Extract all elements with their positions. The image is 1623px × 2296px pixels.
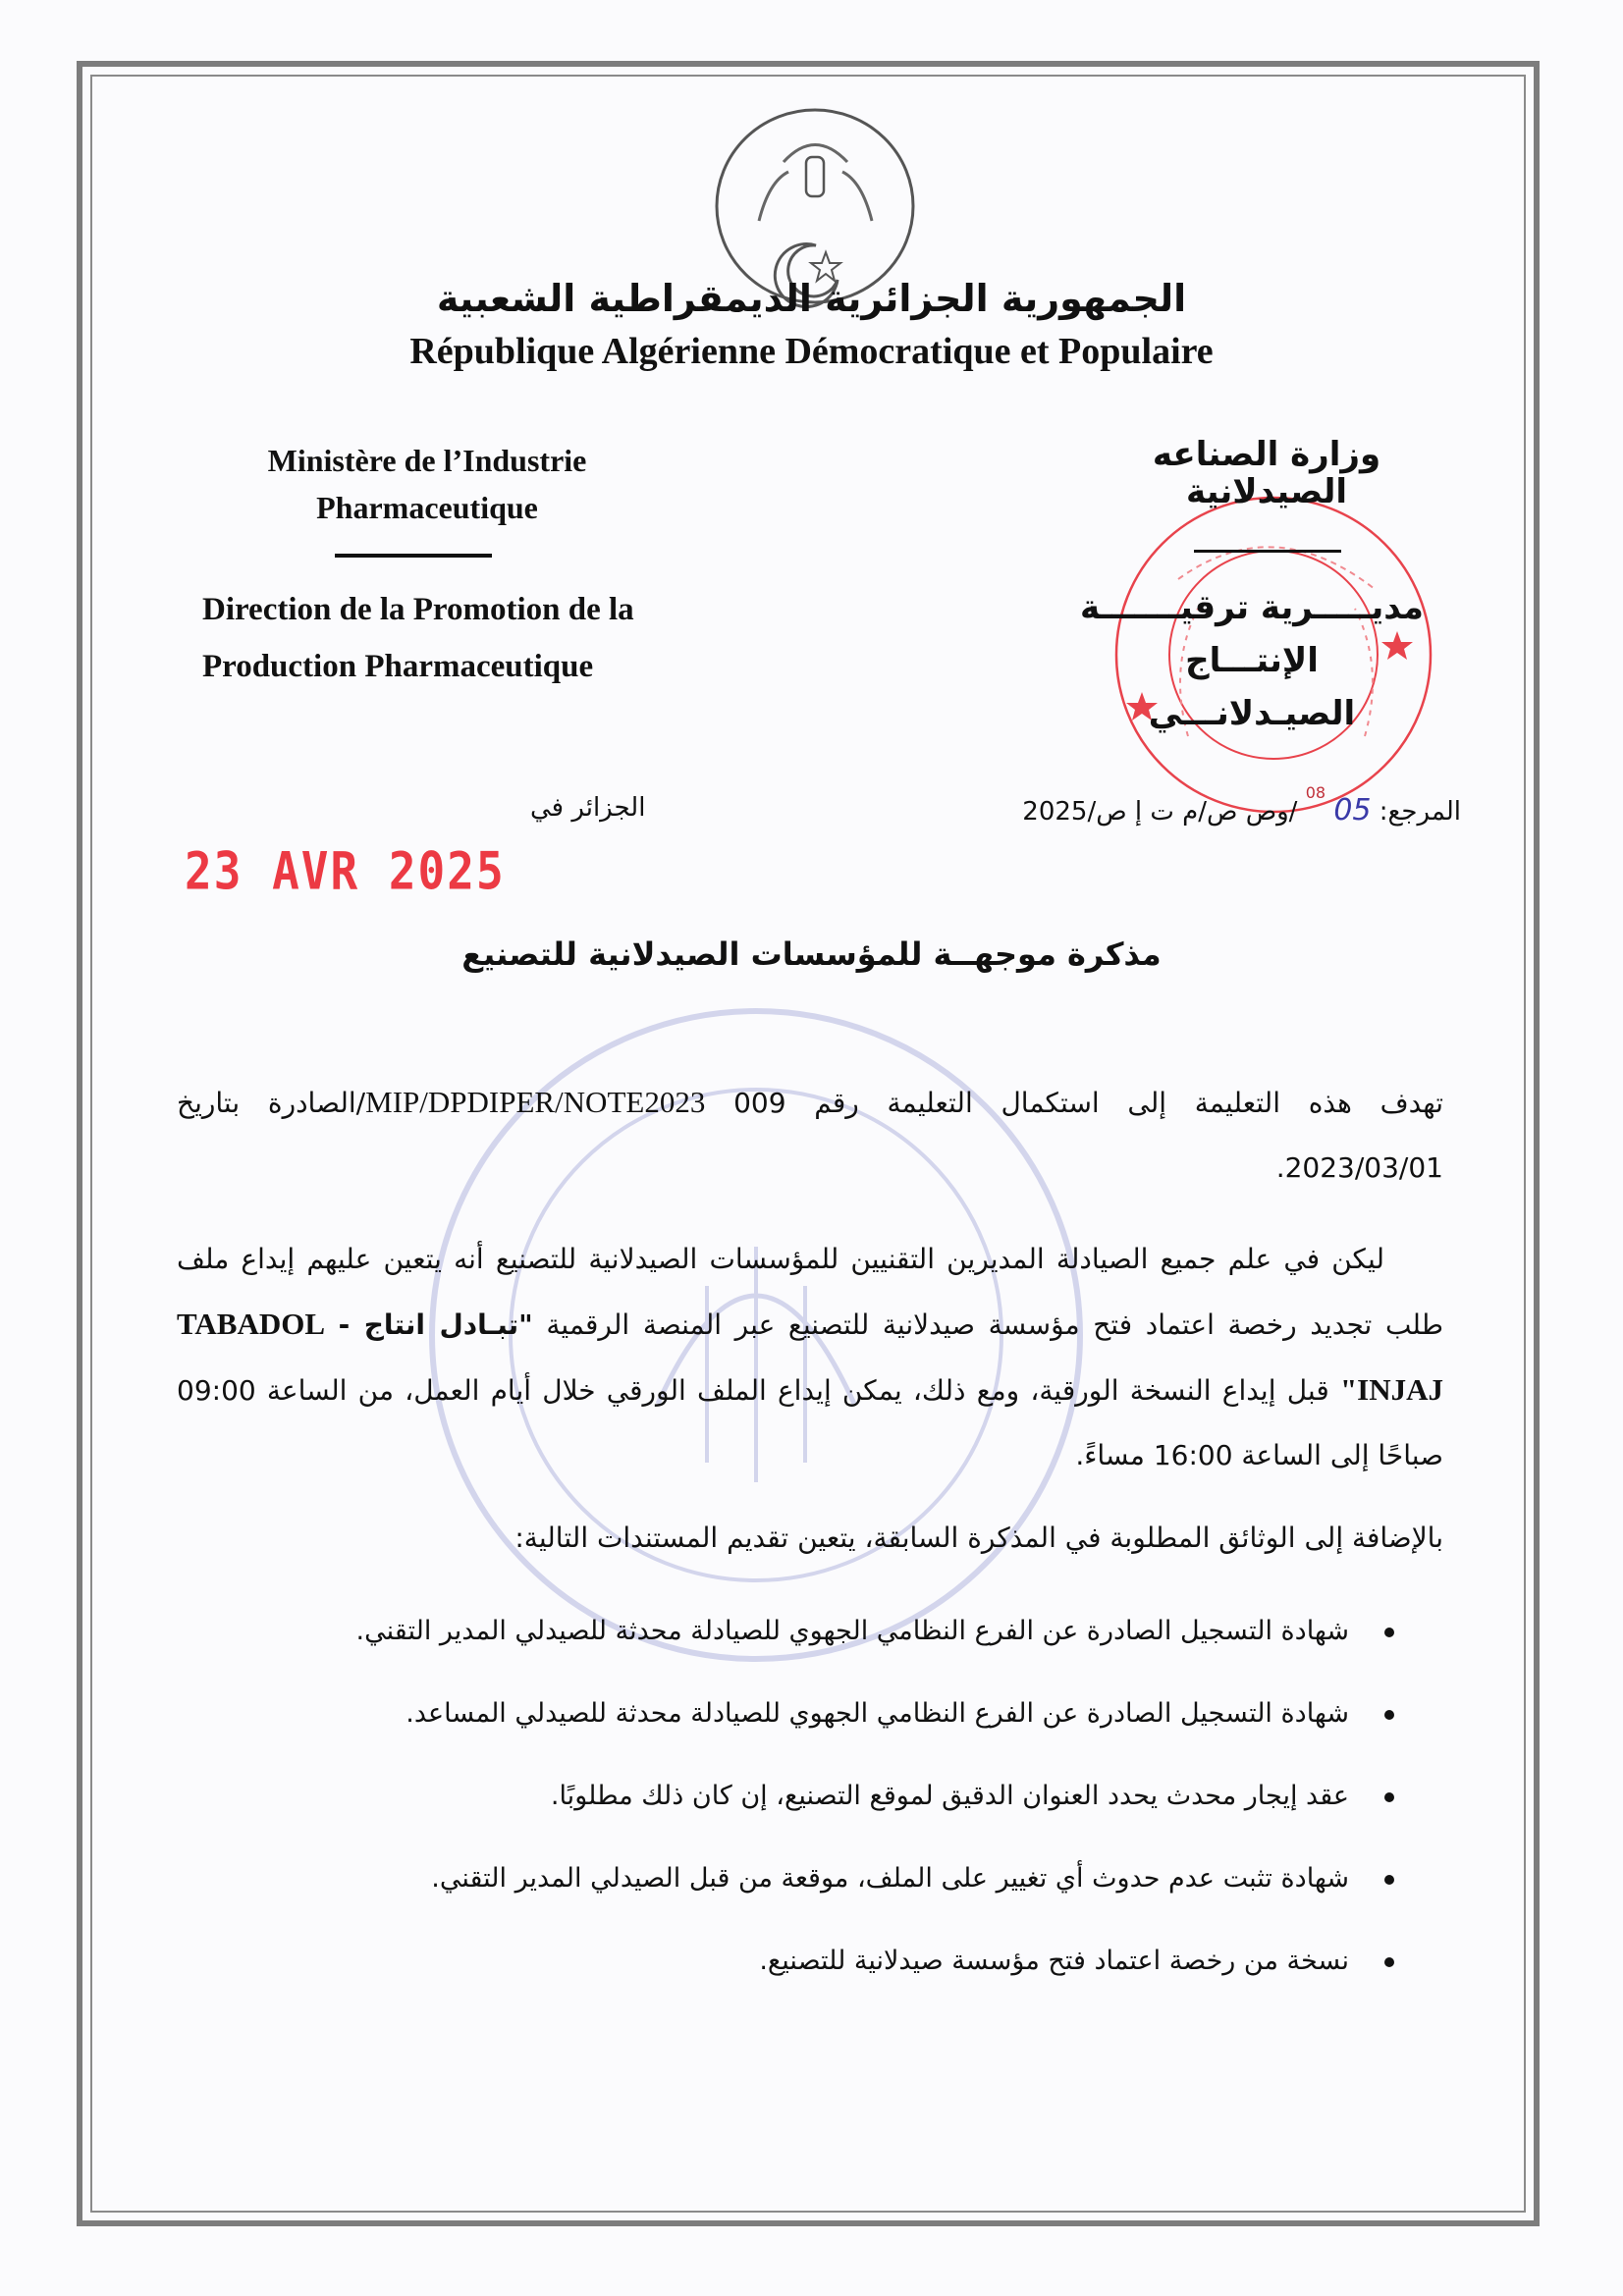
document-text: شهادة التسجيل الصادرة عن الفرع النظامي الجهوي للصيادلة محدثة للصيدلي المدير التقني. xyxy=(355,1616,1349,1646)
document-text: شهادة تثبت عدم حدوث أي تغيير على الملف، موقعة من قبل الصيدلي المدير التقني. xyxy=(431,1863,1349,1894)
bullet-icon xyxy=(1384,1875,1394,1885)
ministry-name-french xyxy=(196,437,658,531)
required-documents-list xyxy=(177,1602,1394,2014)
reference-number-handwritten: 05 xyxy=(1333,793,1372,828)
paragraph-purpose xyxy=(177,1070,1443,1201)
instruction-code: MIP/DPDIPER/NOTE2023 xyxy=(365,1085,706,1119)
direction-name-arabic xyxy=(1080,581,1424,740)
memo-title: مذكرة موجهــة للمؤسسات الصيدلانية للتصنيع xyxy=(461,935,1162,973)
place-label: الجزائر في xyxy=(530,793,646,823)
ministry-ar-line2: الصيدلانية xyxy=(1185,472,1348,511)
paragraph-notice xyxy=(177,1227,1443,1488)
list-item xyxy=(177,1684,1394,1767)
bullet-icon xyxy=(1384,1957,1394,1967)
reference-annotation: 08 xyxy=(1305,783,1326,802)
direction-ar-line2: الإنتـــاج الصيـدلانـــي xyxy=(1148,641,1356,733)
platform-name-latin: TABADOL INJAJ" xyxy=(177,1307,1443,1407)
bullet-icon xyxy=(1384,1628,1394,1637)
direction-fr-line1: Direction de la Promotion de la xyxy=(202,592,634,627)
ministry-fr-line2: Pharmaceutique xyxy=(316,490,538,525)
list-item xyxy=(177,1849,1394,1932)
direction-fr-line2: Production Pharmaceutique xyxy=(202,649,594,684)
platform-name-arabic: "تبـادل انتاج - xyxy=(338,1308,533,1341)
document-text: شهادة التسجيل الصادرة عن الفرع النظامي الجهوي للصيادلة محدثة للصيدلي المساعد. xyxy=(406,1698,1349,1729)
bullet-icon xyxy=(1384,1792,1394,1802)
divider-arabic xyxy=(1194,550,1341,553)
ministry-name-arabic xyxy=(1129,436,1404,510)
paragraph2-start: ليكن في علم جميع الصيادلة المديرين التقنيين للمؤسسات الصيدلانية للتصنيع أنه يتعين عليهم إيداع ملف طلب تجديد رخصة اعتماد فتح مؤسسة صيدلانية للتصنيع عبر المنصة الرقمية xyxy=(177,1243,1443,1341)
document-text: نسخة من رخصة اعتماد فتح مؤسسة صيدلانية للتصنيع. xyxy=(759,1946,1349,1976)
paragraph1-end: /الصادرة بتاريخ 2023/03/01. xyxy=(177,1087,1443,1184)
reference-suffix: /وص ص/م ت إ ص/2025 xyxy=(1022,797,1298,827)
document-text: عقد إيجار محدث يحدد العنوان الدقيق لموقع التصنيع، إن كان ذلك مطلوبًا. xyxy=(550,1781,1349,1811)
list-item xyxy=(177,1767,1394,1849)
paragraph-requirements-intro: بالإضافة إلى الوثائق المطلوبة في المذكرة السابقة، يتعين تقديم المستندات التالية: xyxy=(514,1522,1443,1554)
reference-line xyxy=(1022,783,1461,828)
direction-name-french xyxy=(202,581,634,695)
paragraph1-start: تهدف هذه التعليمة إلى استكمال التعليمة رقم 009 xyxy=(733,1087,1444,1119)
ministry-ar-line1: وزارة الصناعه xyxy=(1152,435,1381,474)
date-stamp: 23 AVR 2025 xyxy=(185,839,506,902)
direction-ar-line1: مديـــــرية ترقيـــــــة xyxy=(1080,588,1424,627)
republic-name-french: République Algérienne Démocratique et Populaire xyxy=(409,331,1214,372)
list-item xyxy=(177,1932,1394,2014)
ministry-fr-line1: Ministère de l’Industrie xyxy=(267,443,587,478)
republic-name-arabic: الجمهورية الجزائرية الديمقراطية الشعبية xyxy=(436,277,1187,320)
list-item xyxy=(177,1602,1394,1684)
divider-french xyxy=(335,554,492,558)
paragraph2-end: قبل إيداع النسخة الورقية، ومع ذلك، يمكن إيداع الملف الورقي خلال أيام العمل، من الساعة 09:00 صباحًا إلى الساعة 16:00 مساءً. xyxy=(177,1374,1443,1471)
reference-label: المرجع: xyxy=(1379,797,1461,827)
bullet-icon xyxy=(1384,1710,1394,1720)
